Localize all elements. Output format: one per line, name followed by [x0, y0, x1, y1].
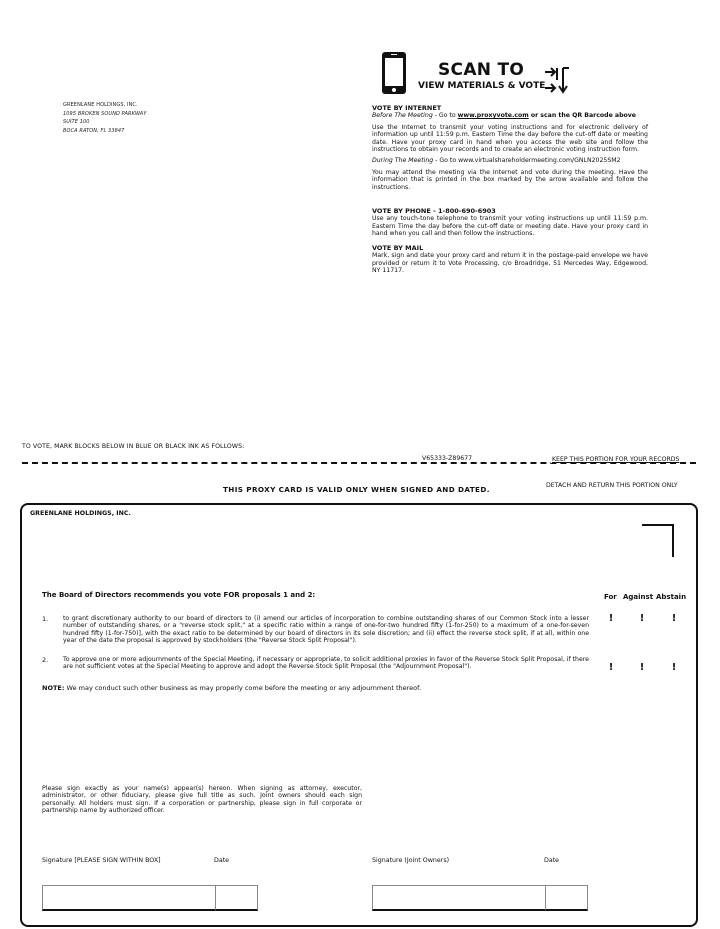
detach-portion-label: DETACH AND RETURN THIS PORTION ONLY — [546, 482, 678, 489]
scan-title: SCAN TO — [438, 60, 525, 80]
sender-address-line1: 1095 BROKEN SOUND PARKWAY — [63, 110, 147, 117]
card-company-name: GREENLANE HOLDINGS, INC. — [30, 510, 131, 517]
virtual-meeting-link[interactable]: - Go to www.virtualshareholdermeeting.com/GNLN2025SM2 — [433, 157, 621, 165]
proposal-2-text: To approve one or more adjournments of the Special Meeting, if necessary or appropriate, to solicit additional proxies in favor of the Reverse Stock Split Proposal, if there are not sufficient votes at the Special Meeting to approve and adopt the Reverse Stock Split Proposal (the "Adjournment Proposal"). — [63, 656, 589, 671]
joint-signature-label: Signature (Joint Owners) — [372, 857, 450, 864]
vote-by-mail-heading: VOTE BY MAIL — [372, 244, 424, 252]
vote-by-internet-heading: VOTE BY INTERNET — [372, 104, 442, 112]
proposal-1-number: 1. — [42, 615, 49, 623]
proposal-1-abstain-checkbox[interactable]: ! — [671, 613, 677, 624]
board-recommendation: The Board of Directors recommends you vote FOR proposals 1 and 2: — [42, 591, 316, 599]
column-for: For — [604, 593, 617, 601]
before-meeting-label: Before The Meeting — [372, 112, 433, 120]
proxyvote-link[interactable]: www.proxyvote.com — [457, 112, 529, 120]
proposal-1-against-checkbox[interactable]: ! — [639, 613, 645, 624]
note-text: We may conduct such other business as may properly come before the meeting or any adjournment thereof. — [64, 684, 422, 692]
proposal-2-abstain-checkbox[interactable]: ! — [671, 662, 677, 673]
sender-address-line2: SUITE 100 — [63, 119, 90, 125]
phone-instructions: Use any touch-tone telephone to transmit your voting instructions up until 11:59 p.m. Eastern Time the day before the cut-off date or meeting date. Have your proxy card in hand when you call and then follow the instructions. — [372, 215, 648, 238]
sender-city: BOCA RATON, FL 33847 — [63, 127, 125, 134]
control-number: V65333-Z89677 — [422, 455, 473, 462]
proposal-2-number: 2. — [42, 656, 49, 664]
signature-box[interactable] — [42, 885, 216, 911]
sign-instructions: Please sign exactly as your name(s) appear(s) hereon. When signing as attorney, executor, administrator, or other fiduciary, please give full title as such. Joint owners should each sign personally. All holders must sign. If a corporation or partnership, please sign in full corporate or partnership name by authorized officer. — [42, 785, 362, 815]
mail-instructions: Mark, sign and date your proxy card and return it in the postage-paid envelope we have provided or return it to Vote Processing, c/o Broadridge, 51 Mercedes Way, Edgewood, NY 11717. — [372, 252, 648, 275]
during-meeting-label: During The Meeting — [372, 157, 434, 165]
attend-meeting-instructions: You may attend the meeting via the Internet and vote during the meeting. Have the information that is printed in the box marked by the arrow available and follow the instructions. — [372, 168, 648, 191]
scan-subtitle: VIEW MATERIALS & VOTE — [418, 81, 546, 91]
valid-notice: THIS PROXY CARD IS VALID ONLY WHEN SIGNED AND DATED. — [223, 485, 490, 494]
smartphone-icon — [382, 52, 406, 94]
vote-by-internet-section — [372, 105, 648, 191]
note — [42, 684, 421, 692]
signature-label: Signature [PLEASE SIGN WITHIN BOX] — [42, 857, 161, 864]
date-box[interactable] — [215, 885, 258, 911]
mark-blocks-instruction: TO VOTE, MARK BLOCKS BELOW IN BLUE OR BLACK INK AS FOLLOWS: — [22, 443, 245, 450]
vote-by-phone-section — [372, 208, 648, 238]
joint-date-label: Date — [544, 857, 560, 864]
sender-address — [63, 101, 146, 135]
before-meeting-text: - Go to — [432, 112, 458, 120]
keep-portion-label: KEEP THIS PORTION FOR YOUR RECORDS — [552, 456, 680, 463]
qr-barcode-text: or scan the QR Barcode above — [528, 112, 637, 120]
date-label: Date — [214, 857, 230, 864]
vote-by-mail-section — [372, 245, 648, 275]
joint-signature-box[interactable] — [372, 885, 546, 911]
arrows-icon — [543, 66, 573, 96]
proposal-2-against-checkbox[interactable]: ! — [639, 662, 645, 673]
vote-by-phone-heading: VOTE BY PHONE - 1-800-690-6903 — [372, 207, 496, 215]
proposal-1-text: to grant discretionary authority to our board of directors to (i) amend our articles of incorporation to combine outstanding shares of our Common Stock into a lesser number of outstanding shares, or a "reverse stock split," at a specific ratio within a range of one-for-two hundred fifty (1-for-250) to a maximum of a one-for-seven hundred fifty (1-for-750)], with the exact ratio to be determined by our board of directors in its sole discretion; and (ii) effect the reverse stock split, if at all, within one year of the date the proposal is approved by stockholders (the "Reverse Stock Split Proposal"). — [63, 615, 589, 645]
sender-name: GREENLANE HOLDINGS, INC. — [63, 102, 138, 108]
internet-instructions: Use the Internet to transmit your voting instructions and for electronic delivery of information up until 11:59 p.m. Eastern Time the day before the cut-off date or meeting date. Have your proxy card in hand when you access the web site and follow the instructions to obtain your records and to create an electronic voting instruction form. — [372, 123, 648, 154]
during-meeting-line — [372, 157, 648, 164]
address-corner-mark — [642, 524, 674, 557]
note-label: NOTE: — [42, 684, 65, 692]
column-abstain: Abstain — [656, 593, 687, 601]
column-against: Against — [623, 593, 654, 601]
proposal-1-for-checkbox[interactable]: ! — [608, 613, 614, 624]
joint-date-box[interactable] — [545, 885, 588, 911]
before-meeting-line — [372, 112, 648, 119]
proposal-2-for-checkbox[interactable]: ! — [608, 662, 614, 673]
